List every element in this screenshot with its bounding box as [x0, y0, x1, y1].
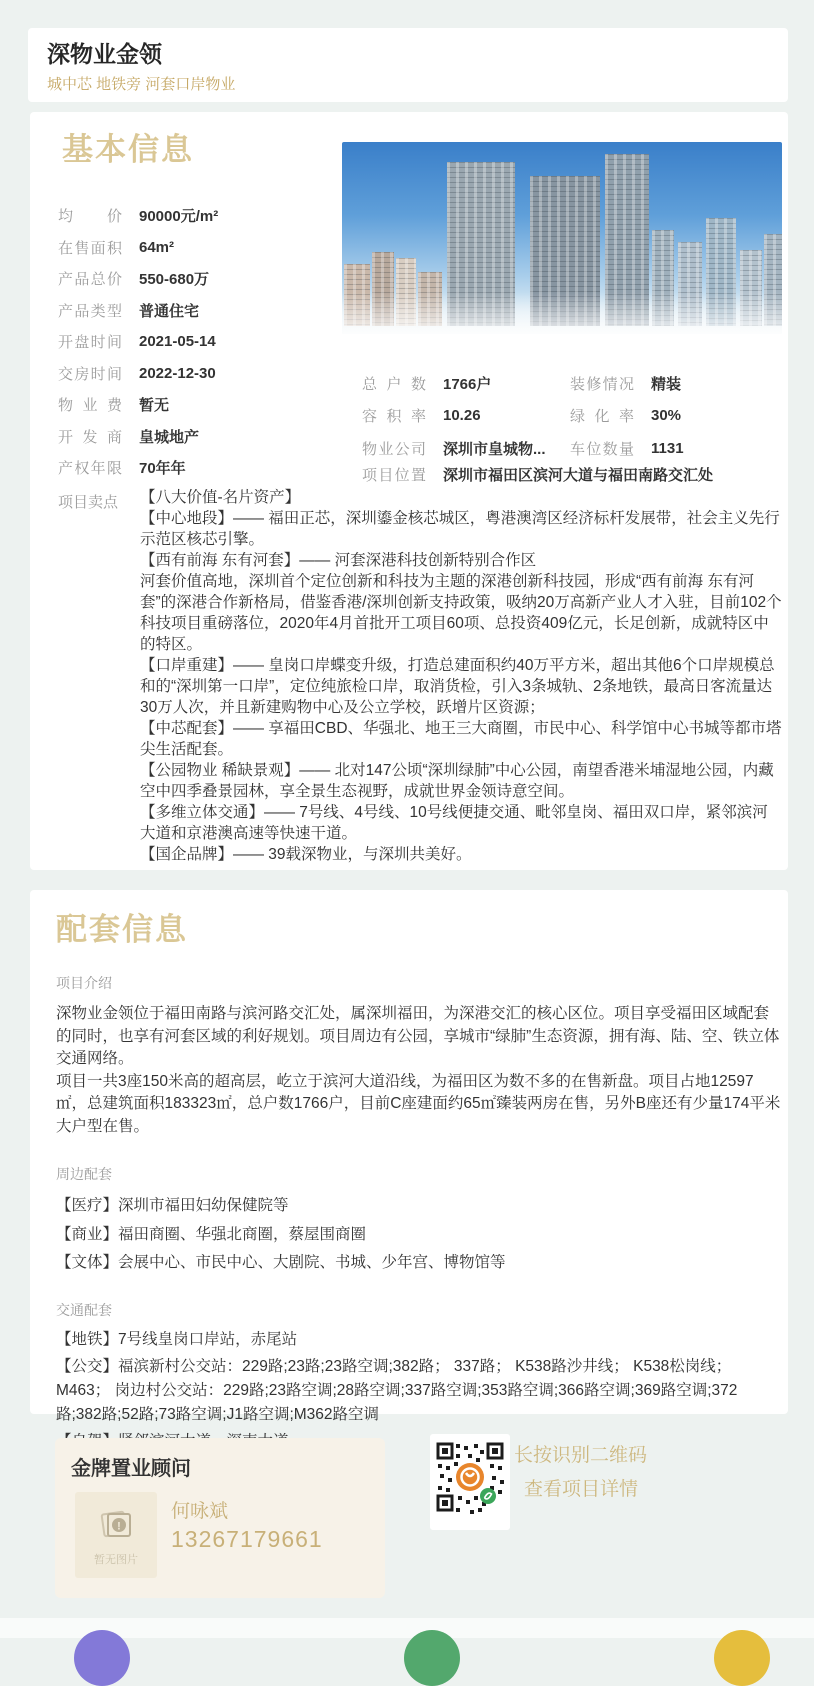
agent-phone[interactable]: 13267179661 — [171, 1526, 323, 1552]
project-location-value: 深圳市福田区滨河大道与福田南路交汇处 — [443, 467, 714, 484]
field-value: 精装 — [651, 375, 682, 393]
field-label: 绿化率 — [570, 408, 634, 426]
support-info-heading: 配套信息 — [56, 912, 188, 947]
field-row — [58, 452, 348, 484]
intro-paragraph: 深物业金领位于福田南路与滨河路交汇处，属深圳福田，为深港交汇的核心区位。项目享受福田区域配套的同时，也享有河套区域的利好规划。项目周边有公园，享城市“绿肺”生态资源，拥有海、陆、空、铁立体交通网络。 — [56, 1005, 780, 1067]
surrounding-item: 【医疗】深圳市福田妇幼保健院等 — [56, 1197, 289, 1214]
traffic-item: 【地铁】7号线皇岗口岸站，赤尾站 — [56, 1330, 298, 1348]
surrounding-item: 【商业】福田商圈、华强北商圈，蔡屋围商圈 — [56, 1225, 367, 1243]
field-label: 开发商 — [58, 428, 122, 446]
field-value: 2021-05-14 — [139, 333, 216, 351]
field-value: 1766户 — [443, 375, 492, 393]
page-subtitle: 城中芯 地铁旁 河套口岸物业 — [47, 76, 236, 93]
surrounding-list — [56, 1192, 780, 1278]
project-intro-text — [56, 1003, 781, 1138]
selling-point-line: 【多维立体交通】—— 7号线、4号线、10号线便捷交通、毗邻皇岗、福田双口岸，紧邻滨河大道和京港澳高速等快速干道。 — [140, 804, 768, 842]
field-value: 普通住宅 — [139, 302, 200, 320]
qr-tip-line1: 长按识别二维码 — [514, 1445, 648, 1466]
selling-points-label: 项目卖点 — [58, 494, 119, 511]
project-location-row — [362, 464, 792, 485]
field-label: 总户数 — [362, 375, 426, 393]
field-row — [58, 232, 348, 264]
field-label: 容积率 — [362, 408, 426, 426]
selling-point-line: 【公园物业 稀缺景观】—— 北对147公顷“深圳绿肺”中心公园，南望香港米埔湿地公园，内藏空中四季叠景园林，享全景生态视野，成就世界金领诗意空间。 — [140, 762, 774, 800]
field-label: 物业费 — [58, 397, 122, 415]
field-row — [362, 367, 782, 400]
field-value: 暂无 — [139, 397, 170, 415]
field-value: 2022-12-30 — [139, 364, 216, 382]
yellow-fab-icon[interactable] — [714, 1630, 770, 1686]
purple-fab-icon[interactable] — [74, 1630, 130, 1686]
basic-fields-right — [362, 367, 782, 465]
support-info-card — [30, 890, 788, 1423]
field-value: 30% — [651, 407, 682, 425]
no-image-text: 暂无图片 — [94, 1554, 138, 1566]
header-card — [28, 28, 788, 102]
field-label: 产品总价 — [58, 271, 122, 289]
field-row — [362, 432, 782, 465]
selling-point-line: 【国企品牌】—— 39载深物业，与深圳共美好。 — [140, 846, 472, 863]
traffic-item: 【公交】福滨新村公交站：229路;23路;23路空调;382路； 337路； K538路沙井线； K538松岗线；M463； 岗边村公交站：229路;23路空调;28路空调;337路空调;353路空调;366路空调;369路空调;372路;382路;52路;73路空调;J1路空调;M362路空调 — [56, 1357, 738, 1423]
svg-text:!: ! — [117, 1520, 121, 1533]
selling-point-line: 【中心地段】—— 福田正芯，深圳鎏金核芯城区，粤港澳湾区经济标杆发展带，社会主义先行示范区核芯引擎。 — [140, 510, 780, 548]
selling-point-line: 【西有前海 东有河套】—— 河套深港科技创新特别合作区 — [140, 552, 537, 569]
traffic-list — [56, 1328, 781, 1454]
field-label: 交房时间 — [58, 365, 122, 383]
field-row — [58, 200, 348, 232]
field-label: 项目位置 — [362, 467, 426, 484]
agent-card-heading: 金牌置业顾问 — [71, 1458, 191, 1480]
image-haze — [342, 292, 782, 334]
agent-card — [55, 1438, 385, 1598]
qr-code-image — [430, 1434, 510, 1530]
page-title: 深物业金领 — [47, 41, 162, 67]
selling-point-line: 【中芯配套】—— 享福田CBD、华强北、地王三大商圈，市民中心、科学馆中心书城等都市塔尖生活配套。 — [140, 720, 782, 758]
project-intro-label: 项目介绍 — [56, 975, 112, 991]
field-value: 90000元/m² — [139, 208, 219, 226]
field-value: 64m² — [139, 238, 175, 256]
footer-strip — [0, 1618, 814, 1638]
green-fab-icon[interactable] — [404, 1630, 460, 1686]
field-row — [58, 295, 348, 327]
qr-tip-line2: 查看项目详情 — [524, 1479, 639, 1500]
field-label: 产品类型 — [58, 302, 122, 320]
selling-points-text — [140, 487, 782, 865]
basic-fields-left — [58, 200, 348, 484]
basic-info-card — [30, 112, 788, 870]
field-value: 深圳市皇城物... — [443, 440, 546, 458]
field-row — [58, 389, 348, 421]
no-image-icon — [96, 1504, 136, 1544]
field-label: 在售面积 — [58, 239, 122, 257]
field-label: 均价 — [58, 208, 122, 226]
basic-info-heading: 基本信息 — [62, 132, 194, 167]
selling-point-line: 河套价值高地，深圳首个定位创新和科技为主题的深港创新科技园，形成“西有前海 东有河套”的深港合作新格局，借鉴香港/深圳创新支持政策，吸纳20万高新产业人才入驻，目前102个科技项目重磅落位，2020年4月首批开工项目60项、总投资409亿元，长足创新，成就特区中的特区。 — [140, 573, 782, 653]
intro-paragraph: 项目一共3座150米高的超高层，屹立于滨河大道沿线，为福田区为数不多的在售新盘。项目占地12597㎡，总建筑面积183323㎡，总户数1766户，目前C座建面约65㎡臻装两房在售，另外B座还有少量174平米大户型在售。 — [56, 1072, 781, 1135]
field-row — [58, 421, 348, 453]
selling-point-line: 【口岸重建】—— 皇岗口岸蝶变升级，打造总建面积约40万平方米，超出其他6个口岸规模总和的“深圳第一口岸”，定位纯旅检口岸，取消货检，引入3条城轨、2条地铁，最高日客流量达30万人次，并且新建购物中心及公立学校，跃增片区资源； — [140, 657, 775, 716]
field-value: 550-680万 — [139, 271, 210, 289]
field-value: 1131 — [651, 439, 684, 457]
field-value: 皇城地产 — [139, 428, 200, 446]
field-value: 70年年 — [139, 460, 186, 478]
surrounding-item: 【文体】会展中心、市民中心、大剧院、书城、少年宫、博物馆等 — [56, 1254, 506, 1271]
field-label: 产权年限 — [58, 460, 122, 478]
field-label: 装修情况 — [570, 375, 634, 393]
field-row — [58, 326, 348, 358]
surrounding-label: 周边配套 — [56, 1166, 112, 1182]
qr-code[interactable] — [430, 1434, 510, 1530]
field-label: 车位数量 — [570, 440, 634, 458]
selling-point-line: 【八大价值-名片资产】 — [140, 489, 301, 506]
building-rendering-image[interactable] — [342, 142, 782, 334]
field-row — [58, 358, 348, 390]
field-row — [362, 400, 782, 433]
field-label: 开盘时间 — [58, 334, 122, 352]
agent-name: 何咏斌 — [171, 1501, 229, 1522]
traffic-label: 交通配套 — [56, 1301, 112, 1318]
field-row — [58, 263, 348, 295]
field-value: 10.26 — [443, 407, 481, 425]
field-label: 物业公司 — [362, 440, 426, 458]
agent-photo-placeholder — [75, 1492, 157, 1578]
qr-badge-icon — [480, 1488, 496, 1504]
